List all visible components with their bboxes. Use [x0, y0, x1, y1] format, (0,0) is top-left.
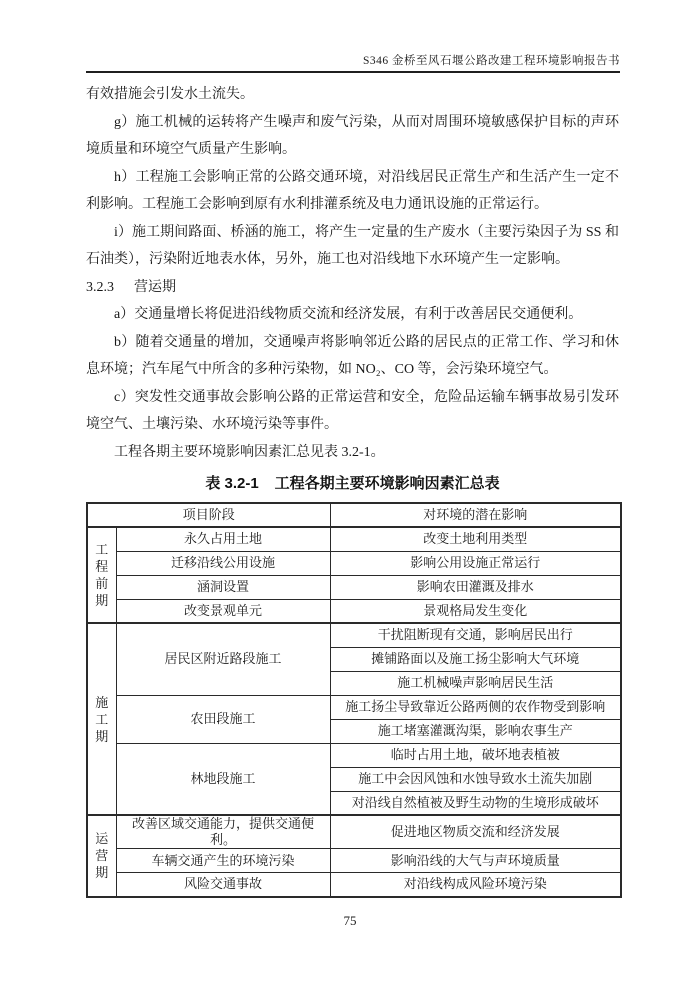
- impact-cell: 影响沿线的大气与声环境质量: [330, 849, 621, 873]
- impact-cell: 改变土地利用类型: [330, 527, 621, 551]
- activity-cell: 居民区附近路段施工: [116, 623, 330, 695]
- running-header: [86, 52, 620, 68]
- phase-vertical-label: 运营期: [95, 831, 109, 881]
- table-row: [87, 599, 621, 623]
- impact-cell: 促进地区物质交流和经济发展: [330, 815, 621, 849]
- paragraph-table-ref: 工程各期主要环境影响因素汇总见表 3.2-1。: [114, 444, 385, 460]
- table-row: [87, 575, 621, 599]
- impact-cell: 对沿线自然植被及野生动物的生境形成破坏: [330, 791, 621, 815]
- paragraph-item-g: g）施工机械的运转将产生噪声和废气污染，从而对周围环境敏感保护目标的声环境质量和环境空气质量产生影响。: [86, 114, 619, 157]
- phase-cell-operation: [87, 815, 116, 897]
- section-heading: [86, 274, 619, 302]
- phase-cell-construction: [87, 623, 116, 815]
- table-header-row: [87, 503, 621, 527]
- table-row: [87, 815, 621, 849]
- table-row: [87, 873, 621, 897]
- impact-cell: 临时占用土地，破坏地表植被: [330, 743, 621, 767]
- paragraph-item-i: i）施工期间路面、桥涵的施工，将产生一定量的生产废水（主要污染因子为 SS 和石油类），污染附近地表水体，另外，施工也对沿线地下水环境产生一定影响。: [86, 224, 619, 267]
- table-row: [87, 849, 621, 873]
- impact-cell: 干扰阻断现有交通，影响居民出行: [330, 623, 621, 647]
- activity-cell: 涵洞设置: [116, 575, 330, 599]
- paragraph-item-h: h）工程施工会影响正常的公路交通环境，对沿线居民正常生产和生活产生一定不利影响。工程施工会影响到原有水利排灌系统及电力通讯设施的正常运行。: [86, 169, 619, 212]
- section-title: 营运期: [134, 279, 176, 295]
- table-row: [87, 695, 621, 719]
- page-content: [86, 81, 619, 898]
- impact-cell: 施工机械噪声影响居民生活: [330, 671, 621, 695]
- activity-cell: 永久占用土地: [116, 527, 330, 551]
- table-row: [87, 527, 621, 551]
- table-caption: [86, 471, 619, 497]
- phase-cell-preparation: [87, 527, 116, 623]
- header-rule: [86, 71, 620, 73]
- impact-cell: 影响农田灌溉及排水: [330, 575, 621, 599]
- paragraph-item-b: b）随着交通量的增加，交通噪声将影响邻近公路的居民点的正常工作、学习和休息环境；汽车尾气中所含的多种污染物，如 NO₂、CO 等，会污染环境空气。: [86, 334, 619, 377]
- impact-cell: 施工堵塞灌溉沟渠，影响农事生产: [330, 719, 621, 743]
- impact-cell: 景观格局发生变化: [330, 599, 621, 623]
- section-number: 3.2.3: [86, 279, 114, 295]
- impact-cell: 施工扬尘导致靠近公路两侧的农作物受到影响: [330, 695, 621, 719]
- activity-cell: 农田段施工: [116, 695, 330, 743]
- activity-cell: 车辆交通产生的环境污染: [116, 849, 330, 873]
- impact-summary-table: [86, 502, 622, 898]
- header-cell-impact: 对环境的潜在影响: [330, 503, 621, 527]
- impact-cell: 影响公用设施正常运行: [330, 551, 621, 575]
- header-cell-stage: 项目阶段: [87, 503, 330, 527]
- paragraph-item-c: c）突发性交通事故会影响公路的正常运营和安全，危险品运输车辆事故易引发环境空气、土壤污染、水环境污染等事件。: [86, 389, 619, 432]
- table-row: [87, 743, 621, 767]
- activity-cell: 迁移沿线公用设施: [116, 551, 330, 575]
- activity-cell: 林地段施工: [116, 743, 330, 815]
- impact-cell: 对沿线构成风险环境污染: [330, 873, 621, 897]
- table-caption-title: 工程各期主要环境影响因素汇总表: [274, 475, 500, 492]
- table-caption-label: 表 3.2-1: [205, 475, 259, 492]
- paragraph-item-a: a）交通量增长将促进沿线物质交流和经济发展，有利于改善居民交通便利。: [114, 307, 583, 322]
- page-number: 75: [343, 913, 357, 928]
- table-row: [87, 551, 621, 575]
- paragraph-continuation: 有效措施会引发水土流失。: [86, 87, 254, 102]
- table-row: [87, 623, 621, 647]
- activity-cell: 改善区域交通能力，提供交通便利。: [116, 815, 330, 849]
- phase-vertical-label: 工程前期: [95, 542, 109, 608]
- running-header-title: S346 金桥至风石堰公路改建工程环境影响报告书: [362, 55, 620, 67]
- impact-cell: 施工中会因风蚀和水蚀导致水土流失加剧: [330, 767, 621, 791]
- impact-cell: 摊铺路面以及施工扬尘影响大气环境: [330, 647, 621, 671]
- activity-cell: 风险交通事故: [116, 873, 330, 897]
- activity-cell: 改变景观单元: [116, 599, 330, 623]
- phase-vertical-label: 施工期: [95, 694, 109, 744]
